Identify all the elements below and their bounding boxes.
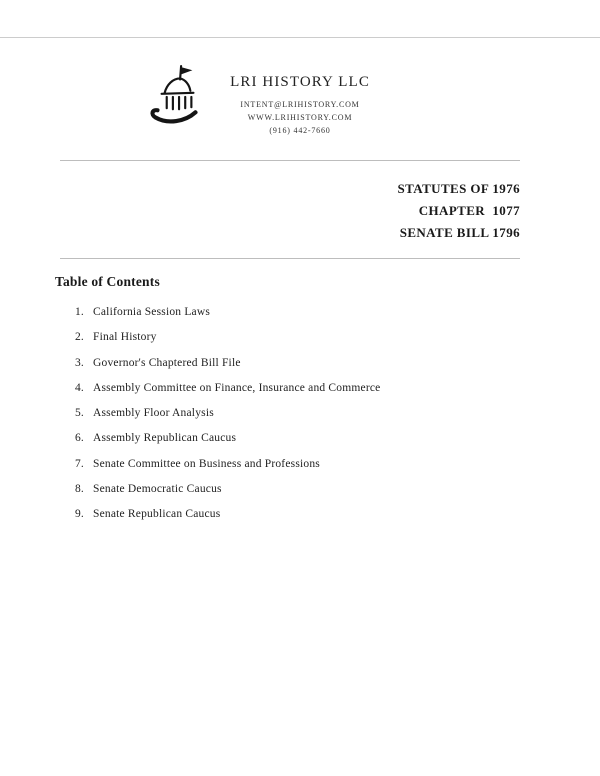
reference-block bbox=[398, 178, 520, 244]
statutes-line: STATUTES OF 1976 bbox=[397, 181, 520, 196]
website-text: WWW.LRIHISTORY.COM bbox=[247, 113, 353, 122]
toc-item-number: 3. bbox=[74, 356, 84, 369]
capitol-sketch-logo-icon bbox=[146, 62, 208, 138]
toc-item bbox=[68, 407, 538, 432]
chapter-line: CHAPTER 1077 bbox=[418, 203, 520, 218]
toc-item-label: Final History bbox=[93, 331, 157, 344]
toc-item bbox=[68, 458, 538, 483]
toc-item-label: Assembly Committee on Finance, Insurance and Commerce bbox=[93, 381, 381, 394]
toc-item-label: Governor's Chaptered Bill File bbox=[93, 356, 241, 369]
toc-item-number: 9. bbox=[74, 508, 84, 521]
toc-item-label: California Session Laws bbox=[93, 306, 211, 318]
senate-bill-line: SENATE BILL 1796 bbox=[399, 225, 520, 240]
toc-item-number: 7. bbox=[74, 457, 84, 470]
toc-item-label: Senate Democratic Caucus bbox=[93, 483, 222, 496]
toc-item-label: Senate Committee on Business and Professions bbox=[93, 457, 320, 470]
reference-divider bbox=[60, 258, 520, 259]
toc-list bbox=[68, 306, 538, 534]
toc-item-label: Senate Republican Caucus bbox=[93, 508, 221, 521]
toc-item bbox=[68, 382, 538, 407]
toc-item bbox=[68, 357, 538, 382]
toc-item bbox=[68, 508, 538, 533]
toc-item-number: 1. bbox=[74, 306, 84, 318]
toc-item-number: 5. bbox=[74, 407, 84, 420]
toc-item-number: 6. bbox=[74, 432, 84, 445]
toc-item bbox=[68, 483, 538, 508]
toc-item-number: 8. bbox=[74, 483, 84, 496]
toc-item-number: 4. bbox=[74, 381, 84, 394]
toc-item bbox=[68, 432, 538, 457]
header-divider bbox=[60, 160, 520, 161]
toc-item bbox=[68, 306, 538, 331]
email-text: INTENT@LRIHISTORY.COM bbox=[240, 100, 360, 109]
company-name: LRI HISTORY LLC bbox=[230, 74, 370, 90]
phone-text: (916) 442-7660 bbox=[269, 126, 331, 135]
letterhead bbox=[212, 74, 388, 137]
toc-item-number: 2. bbox=[74, 331, 84, 344]
toc-item-label: Assembly Republican Caucus bbox=[93, 432, 237, 445]
toc-item bbox=[68, 331, 538, 356]
toc-item-label: Assembly Floor Analysis bbox=[93, 407, 214, 420]
top-divider bbox=[0, 37, 600, 38]
toc-title: Table of Contents bbox=[55, 274, 160, 289]
